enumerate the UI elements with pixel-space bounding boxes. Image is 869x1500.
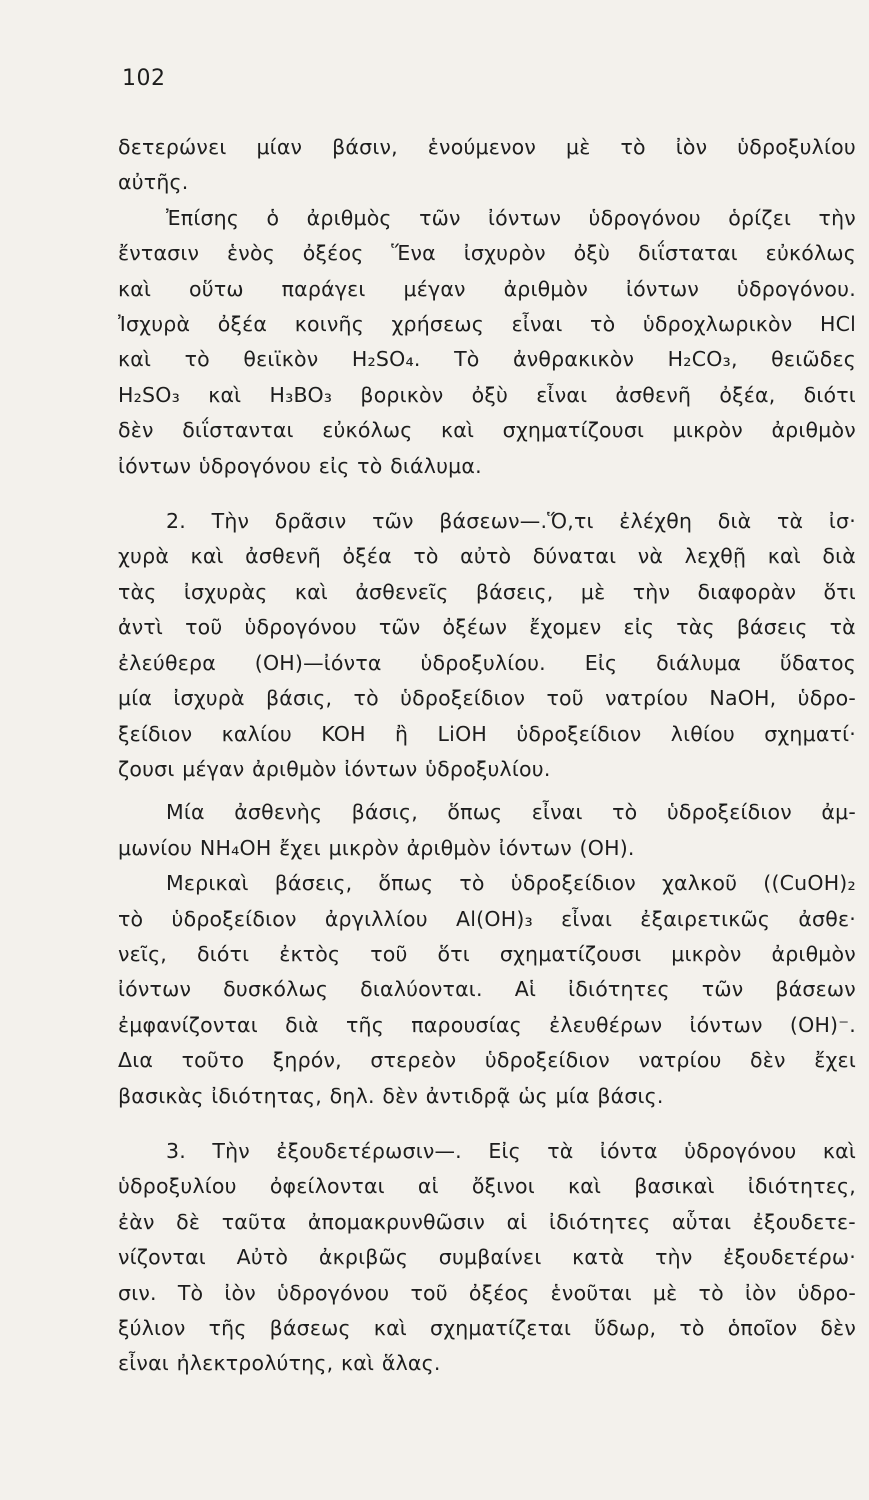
- paragraph-gap: [118, 1114, 856, 1134]
- text-line: ἰόντων ὑδρογόνου εἰς τὸ διάλυμα.: [118, 453, 482, 478]
- text-line: μωνίου NH₄OH ἔχει μικρὸν ἀριθμὸν ἰόντων (OH).: [118, 835, 635, 860]
- section-heading-line: 3. Τὴν ἐξουδετέρωσιν—. Εἰς τὰ ἰόντα ὑδρογόνου καὶ: [166, 1138, 856, 1163]
- text-line: αὐτῆς.: [118, 170, 189, 195]
- text-line: καὶ οὕτω παράγει μέγαν ἀριθμὸν ἰόντων ὑδρογόνου.: [118, 276, 856, 301]
- text-line: ξύλιον τῆς βάσεως καὶ σχηματίζεται ὕδωρ, τὸ ὁποῖον δὲν: [118, 1316, 856, 1340]
- text-line: νίζονται Αὐτὸ ἀκριβῶς συμβαίνει κατὰ τὴν ἐξουδετέρω·: [118, 1245, 856, 1270]
- text-line: ζουσι μέγαν ἀριθμὸν ἰόντων ὑδροξυλίου.: [118, 756, 551, 781]
- text-line: νεῖς, διότι ἐκτὸς τοῦ ὅτι σχηματίζουσι μικρὸν ἀριθμὸν: [118, 941, 856, 966]
- text-line: ἐλεύθερα (OH)—ἰόντα ὑδροξυλίου. Εἰς διάλυμα ὕδατος: [118, 650, 856, 675]
- text-line: ἐὰν δὲ ταῦτα ἀπομακρυνθῶσιν αἱ ἰδιότητες αὗται ἐξουδετε-: [118, 1209, 856, 1234]
- paragraph-gap: [118, 484, 856, 504]
- text-line: τὸ ὑδροξείδιον ἀργιλλίου Al(OH)₃ εἶναι ἐξαιρετικῶς ἀσθε·: [118, 906, 856, 931]
- text-line: χυρὰ καὶ ἀσθενῆ ὀξέα τὸ αὐτὸ δύναται νὰ λεχθῇ καὶ διὰ: [118, 544, 856, 569]
- text-line: δετερώνει μίαν βάσιν, ἑνούμενον μὲ τὸ ἰὸν ὑδροξυλίου: [118, 135, 856, 159]
- text-line: Ἐπίσης ὁ ἀριθμὸς τῶν ἰόντων ὑδρογόνου ὁρίζει τὴν: [166, 205, 856, 230]
- text-line: καὶ τὸ θειϊκὸν H₂SO₄. Τὸ ἀνθρακικὸν H₂CO₃, θειῶδες: [118, 347, 856, 372]
- text-line: ἐμφανίζονται διὰ τῆς παρουσίας ἐλευθέρων ἰόντων (OH)⁻.: [118, 1012, 856, 1037]
- text-line: ὑδροξυλίου ὀφείλονται αἱ ὄξινοι καὶ βασικαὶ ἰδιότητες,: [118, 1174, 856, 1199]
- body-text: [118, 130, 856, 1382]
- text-line: τὰς ἰσχυρὰς καὶ ἀσθενεῖς βάσεις, μὲ τὴν διαφορὰν ὅτι: [118, 579, 856, 604]
- text-line: σιν. Τὸ ἰὸν ὑδρογόνου τοῦ ὀξέος ἑνοῦται μὲ τὸ ἰὸν ὑδρο-: [118, 1280, 856, 1305]
- text-line: εἶναι ἠλεκτρολύτης, καὶ ἅλας.: [118, 1351, 441, 1376]
- text-line: ἰόντων δυσκόλως διαλύονται. Αἱ ἰδιότητες τῶν βάσεων: [118, 977, 856, 1002]
- text-line: Μία ἀσθενὴς βάσις, ὅπως εἶναι τὸ ὑδροξείδιον ἀμ-: [166, 800, 856, 825]
- text-line: Δια τοῦτο ξηρόν, στερεὸν ὑδροξείδιον νατρίου δὲν ἔχει: [118, 1048, 856, 1073]
- text-line: ἀντὶ τοῦ ὑδρογόνου τῶν ὀξέων ἔχομεν εἰς τὰς βάσεις τὰ: [118, 615, 856, 640]
- text-line: μία ἰσχυρὰ βάσις, τὸ ὑδροξείδιον τοῦ νατρίου NaOH, ὑδρο-: [118, 686, 856, 711]
- text-line: δὲν διΐστανται εὐκόλως καὶ σχηματίζουσι μικρὸν ἀριθμὸν: [118, 418, 856, 443]
- text-line: ἔντασιν ἑνὸς ὀξέος Ἕνα ἰσχυρὸν ὀξὺ διΐσταται εὐκόλως: [118, 241, 856, 266]
- page-number: 102: [122, 66, 166, 91]
- text-line: Μερικαὶ βάσεις, ὅπως τὸ ὑδροξείδιον χαλκοῦ ((CuOH)₂: [166, 871, 856, 896]
- text-line: Ἰσχυρὰ ὀξέα κοινῆς χρήσεως εἶναι τὸ ὑδροχλωρικὸν HCl: [118, 312, 856, 337]
- text-line: ξείδιον καλίου KOH ἢ LiOH ὑδροξείδιον λιθίου σχηματί·: [118, 721, 856, 746]
- paragraph-gap: [118, 787, 856, 795]
- text-line: H₂SO₃ καὶ H₃BO₃ βορικὸν ὀξὺ εἶναι ἀσθενῆ ὀξέα, διότι: [118, 382, 856, 407]
- text-line: βασικὰς ἰδιότητας, δηλ. δὲν ἀντιδρᾷ ὡς μία βάσις.: [118, 1083, 664, 1108]
- section-heading-line: 2. Τὴν δρᾶσιν τῶν βάσεων—.Ὅ,τι ἐλέχθη διὰ τὰ ἰσ·: [166, 509, 856, 534]
